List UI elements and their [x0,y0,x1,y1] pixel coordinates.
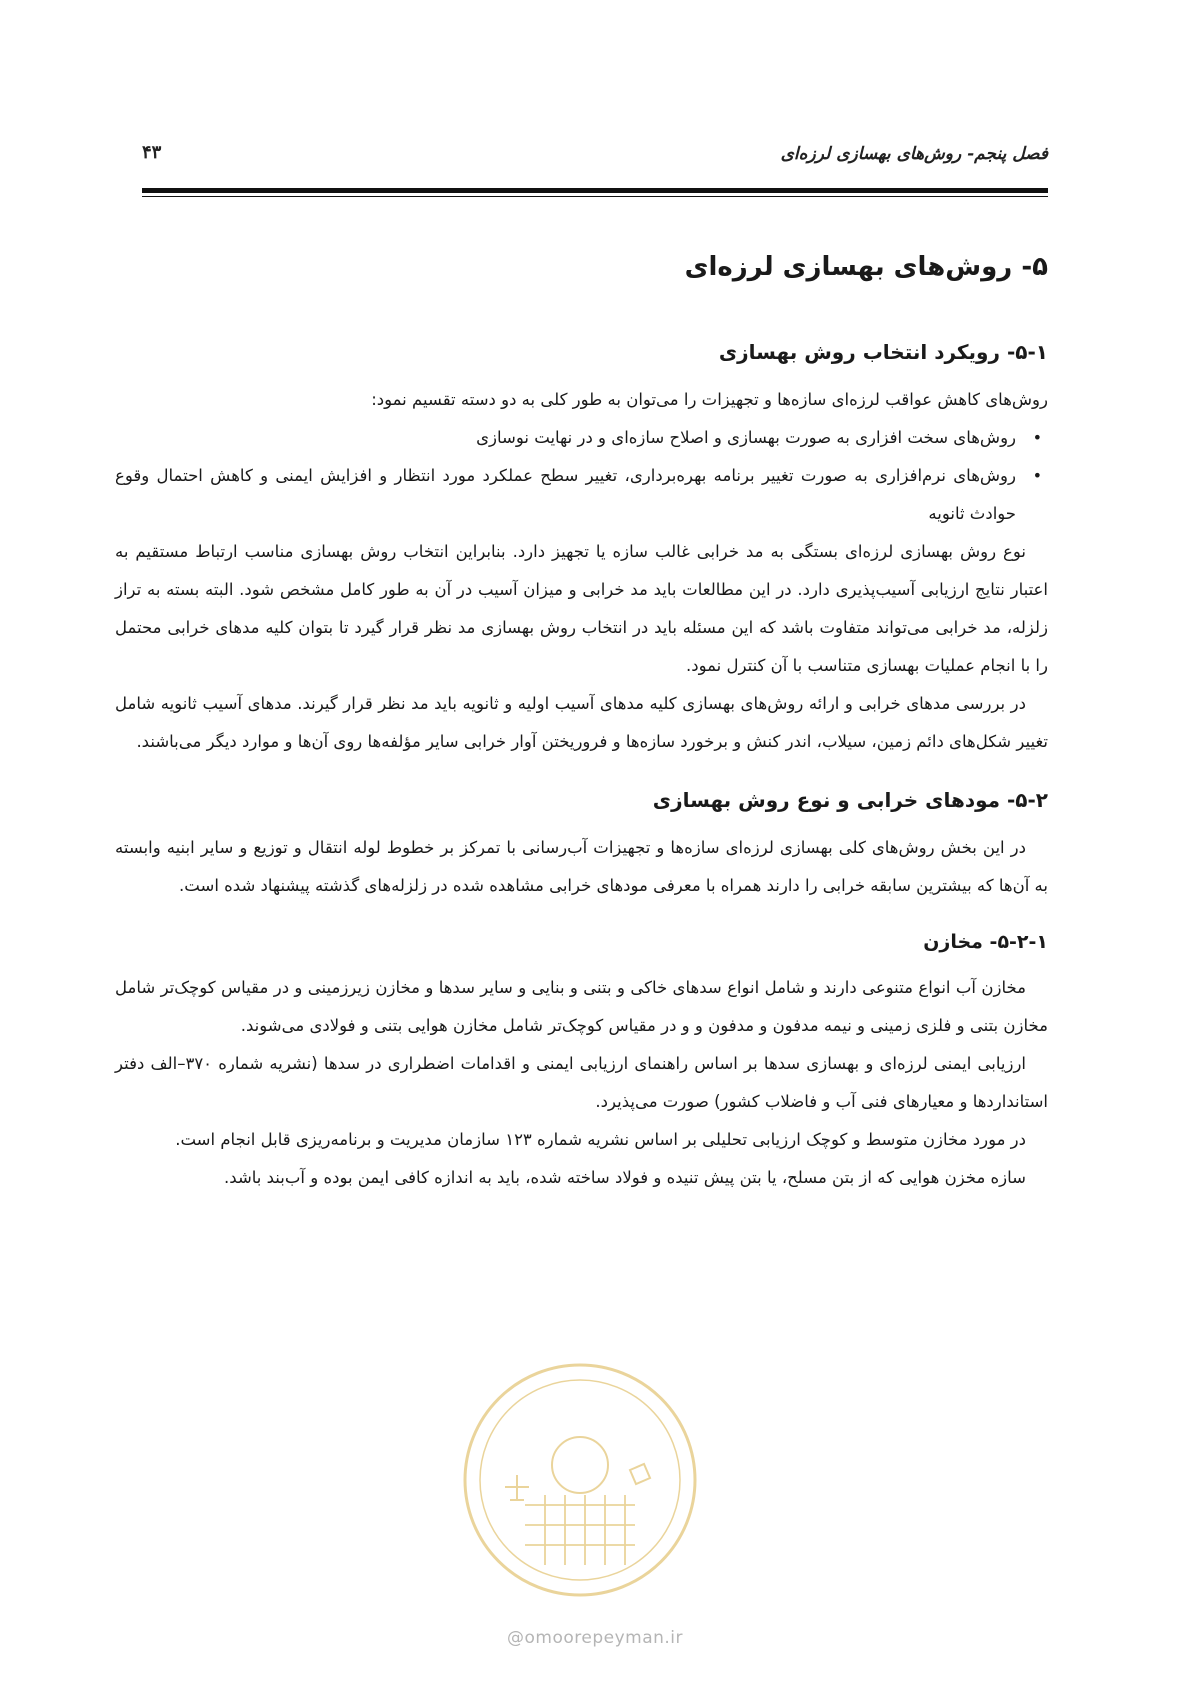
footer-website-text: omoorepeyman.ir [524,1628,684,1648]
paragraph: نوع روش بهسازی لرزه‌ای بستگی به مد خرابی غالب سازه یا تجهیز دارد. بنابراین انتخاب روش بهسازی مناسب ارتباط مستقیم به اعتبار نتایج ارزیابی آسیب‌پذیری دارد. در این مطالعات باید مد خرابی و میزان آسیب در آن به طور کامل مشخص شود. البته بسته به تراز زلزله، مد خرابی می‌تواند متفاوت باشد که این مسئله باید در انتخاب روش بهسازی مد نظر قرار گیرد تا بتوان کلیه مدهای خرابی محتمل را با انجام عملیات بهسازی متناسب با آن کنترل نمود. [115,542,1048,675]
seal-outer-ring [465,1365,695,1595]
section-5-1-intro: روش‌های کاهش عواقب لرزه‌ای سازه‌ها و تجهیزات را می‌توان به طور کلی به دو دسته تقسیم نمود: [371,390,1048,409]
running-header [142,140,1048,180]
paragraph: در این بخش روش‌های کلی بهسازی لرزه‌ای سازه‌ها و تجهیزات آب‌رسانی با تمرکز بر خطوط لوله انتقال و توزیع و سایر ابنیه وابسته به آن‌ها که بیشترین سابقه خرابی را دارند همراه با معرفی مودهای خرابی مشاهده شده در زلزله‌های گذشته پیشنهاد شده است. [115,838,1048,895]
page-body [115,245,1048,1197]
at-icon: @ [506,1628,525,1648]
paragraph: در بررسی مدهای خرابی و ارائه روش‌های بهسازی کلیه مدهای آسیب اولیه و ثانویه باید مد نظر قرار گیرند. مدهای آسیب ثانویه شامل تغییر شکل‌های دائم زمین، سیلاب، اندر کنش و برخورد سازه‌ها و فروریختن آوار خرابی سایر مؤلفه‌ها روی آن‌ها و موارد دیگر می‌باشند. [115,694,1048,751]
paragraph: در مورد مخازن متوسط و کوچک ارزیابی تحلیلی بر اساس نشریه شماره ۱۲۳ سازمان مدیریت و برنامه‌ریزی قابل انجام است. [175,1130,1026,1149]
bullet-item: • روش‌های سخت افزاری به صورت بهسازی و اصلاح سازه‌ای و در نهایت نوسازی [115,419,1016,457]
seal-grid-icon [525,1495,635,1565]
chapter-title: ۵- روش‌های بهسازی لرزه‌ای [684,252,1048,282]
paragraph: سازه مخزن هوایی که از بتن مسلح، یا بتن پیش تنیده و فولاد ساخته شده، باید به اندازه کافی ایمن بوده و آب‌بند باشد. [224,1168,1026,1187]
section-heading-5-2: ۵-۲- مودهای خرابی و نوع روش بهسازی [652,788,1048,812]
header-rule-thick [142,188,1048,193]
bullet-list [115,419,1048,533]
seal-gear-icon [552,1437,608,1493]
page-number: ۴۳ [142,142,162,163]
seal-wrench-icon [630,1464,650,1484]
running-title: فصل پنجم- روش‌های بهسازی لرزه‌ای [780,144,1048,164]
paragraph: ارزیابی ایمنی لرزه‌ای و بهسازی سدها بر اساس راهنمای ارزیابی ایمنی و اقدامات اضطراری در سدها (نشریه شماره ۳۷۰–الف دفتر استانداردها و معیارهای فنی آب و فاضلاب کشور) صورت می‌پذیرد. [115,1054,1048,1111]
paragraph: مخازن آب انواع متنوعی دارند و شامل انواع سدهای خاکی و بتنی و بنایی و سایر سدها و مخازن زیرزمینی و در مقیاس کوچک‌تر شامل مخازن بتنی و فلزی زمینی و نیمه مدفون و مدفون و و در مقیاس کوچک‌تر شامل مخازن هوایی بتنی و فولادی می‌شوند. [115,978,1048,1035]
section-heading-5-2-1: ۵-۲-۱- مخازن [923,931,1048,953]
bullet-item: • روش‌های نرم‌افزاری به صورت تغییر برنامه بهره‌برداری، تغییر سطح عملکرد مورد انتظار و افزایش ایمنی و کاهش احتمال وقوع حوادث ثانویه [115,457,1016,533]
section-heading-5-1: ۵-۱- رویکرد انتخاب روش بهسازی [718,340,1048,364]
footer-website [0,1628,1190,1648]
seal-scales-icon [505,1475,529,1500]
header-rule-thin [142,196,1048,197]
seal-inner-ring [480,1380,680,1580]
watermark-seal [455,1355,705,1605]
